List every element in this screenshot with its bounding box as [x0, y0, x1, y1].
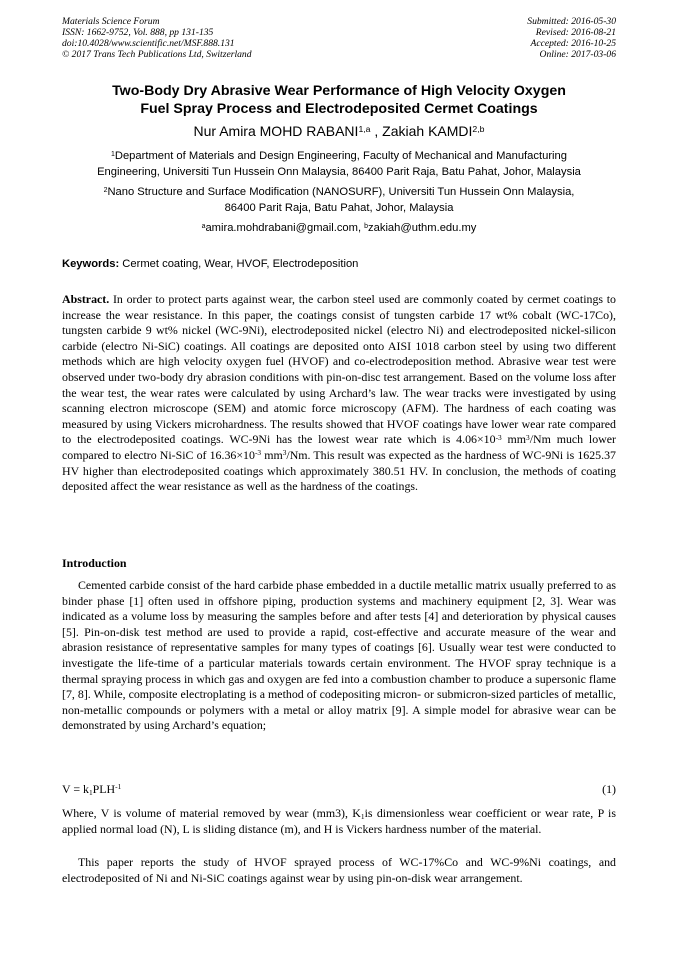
abstract-exp-3: -3	[254, 448, 262, 458]
affiliation-1-marker: 1	[111, 150, 115, 158]
introduction-text-2	[62, 806, 616, 837]
equation-superscript: -1	[115, 782, 122, 792]
abstract-text-3: /Nm much lower compared to electro Ni-SiC of 16.36×10	[62, 432, 616, 462]
introduction-paragraph-1	[62, 578, 616, 734]
affiliation-2-line-2: 86400 Parit Raja, Batu Pahat, Johor, Malaysia	[224, 201, 454, 214]
abstract	[62, 292, 616, 495]
keywords-label: Keywords:	[62, 258, 120, 270]
author-emails	[62, 222, 616, 234]
revised-date: Revised: 2016-08-21	[535, 27, 616, 38]
title-line-1: Two-Body Dry Abrasive Wear Performance of High Velocity Oxygen	[112, 83, 566, 99]
author-2: Zakiah KAMDI	[382, 123, 473, 139]
email-b-marker: b	[364, 222, 369, 230]
introduction-text-2b: is dimensionless wear coefficient or wear rate, P is applied normal load (N), L is sliding distance (m), and H is Vickers hardness number of the material.	[62, 806, 616, 836]
author-1: Nur Amira MOHD RABANI	[193, 123, 359, 139]
keywords-text: Cermet coating, Wear, HVOF, Electrodeposition	[119, 258, 359, 270]
author-separator: ,	[370, 123, 383, 139]
author-2-marker: 2,b	[472, 123, 485, 134]
introduction-paragraph-3	[62, 855, 616, 886]
affiliation-2-line-1: Nano Structure and Surface Modification (NANOSURF), Universiti Tun Hussein Onn Malaysia,	[107, 186, 575, 198]
affiliation-1-line-2: Engineering, Universiti Tun Hussein Onn Malaysia, 86400 Parit Raja, Batu Pahat, Johor, Malaysia	[97, 165, 581, 178]
introduction-paragraph-2	[62, 806, 616, 837]
abstract-text-2: mm	[501, 432, 527, 447]
online-date: Online: 2017-03-06	[539, 49, 616, 60]
equation-1	[62, 782, 616, 797]
abstract-text-4: mm	[261, 447, 283, 462]
equation-number: (1)	[602, 782, 616, 796]
accepted-date: Accepted: 2016-10-25	[530, 38, 616, 49]
introduction-heading: Introduction	[62, 556, 127, 570]
equation-subscript: 1	[88, 787, 93, 797]
doi[interactable]: doi:10.4028/www.scientific.net/MSF.888.131	[62, 38, 235, 49]
abstract-text-5: /Nm. This result was expected as the hardness of WC-9Ni is 1625.37 HV higher than electrodeposited coatings which approximately 380.51 HV. In conclusion, the methods of coating deposited affect the wear resistance as well as the hardness of the coatings.	[62, 447, 616, 494]
email-a[interactable]: amira.mohdrabani@gmail.com,	[205, 222, 365, 234]
equation-rhs: PLH	[92, 782, 116, 796]
dates-info	[527, 16, 616, 60]
affiliation-2-marker: 2	[103, 186, 108, 194]
equation-lhs: V = k	[62, 782, 89, 796]
introduction-text-2-sub: 1	[360, 811, 365, 821]
abstract-exp-4: 3	[282, 448, 287, 458]
introduction-text-3: This paper reports the study of HVOF sprayed process of WC-17%Co and WC-9%Ni coatings, and electrodeposited of Ni and Ni-SiC coatings against wear by using pin-on-disk wear arrangement.	[62, 855, 616, 885]
journal-info	[62, 16, 252, 60]
introduction-text-2a: Where, V is volume of material removed by wear (mm3), K	[62, 806, 361, 820]
paper-title	[62, 82, 616, 118]
abstract-label: Abstract.	[62, 292, 110, 306]
email-a-marker: a	[201, 222, 206, 230]
abstract-exp-1: -3	[495, 432, 502, 442]
abstract-exp-2: 3	[526, 432, 530, 442]
author-list	[62, 123, 616, 139]
author-1-marker: 1,a	[358, 123, 371, 134]
copyright: © 2017 Trans Tech Publications Ltd, Switzerland	[62, 49, 252, 60]
abstract-text-1: In order to protect parts against wear, the carbon steel used are commonly coated by cermet coatings to increase the wear resistance. In this paper, the coatings consist of tungsten carbide 17 wt% cobalt (WC-17Co), tungsten carbide 9 wt% nickel (WC-9Ni), electrodeposited nickel (electro Ni) and electrodeposited nickel-silicon carbide (electro Ni-SiC) coatings. All coatings are deposited onto AISI 1018 carbon steel by using two different methods which are high velocity oxygen fuel (HVOF) and co-electrodeposition method. Abrasive wear test were observed under two-body dry abrasion conditions with pin-on-disc test arrangement. Based on the volume loss after the wear test, the wear rates were calculated by using Archard’s law. The wear tracks were investigated by using scanning electron microscope (SEM) and atomic force microscopy (AFM). The hardness of each coating was measured by using Vickers microhardness. The results showed that HVOF coatings have lower wear rate compared to the electrodeposited coatings. WC-9Ni has the lowest wear rate which is 4.06×10	[62, 292, 616, 447]
keywords	[62, 258, 616, 270]
title-line-2: Fuel Spray Process and Electrodeposited Cermet Coatings	[140, 101, 538, 117]
issn: ISSN: 1662-9752, Vol. 888, pp 131-135	[62, 27, 214, 38]
affiliation-1	[62, 149, 616, 180]
journal-name: Materials Science Forum	[62, 16, 160, 27]
introduction-text-1: Cemented carbide consist of the hard carbide phase embedded in a ductile metallic matrix usually preferred to as binder phase [1] often used in offshore piping, production systems and machinery equipment [2, 3]. Wear was indicated as a volume loss by measuring the samples before and after tests [4] and deterioration by physical causes [5]. Pin-on-disk test method are used to provide a rapid, cost-effective and accurate measure of the wear and abrasion resistance of representative samples for many types of coatings [6]. Usually wear test were conducted to investigate the life-time of a particular materials towards certain environment. The HVOF spray technique is a thermal spraying process in which gas and oxygen are fed into a combustion chamber to produce a supersonic flame [7, 8]. While, composite electroplating is a method of codepositing micron- or submicron-sized particles of metallic, non-metallic compounds or polymers with a metal or alloy matrix [9]. A simple model for abrasive wear can be demonstrated by using Archard’s equation;	[62, 578, 616, 733]
email-b[interactable]: zakiah@uthm.edu.my	[368, 222, 477, 234]
affiliation-2	[62, 185, 616, 216]
abstract-paragraph	[62, 292, 616, 495]
affiliation-1-line-1: Department of Materials and Design Engineering, Faculty of Mechanical and Manufacturing	[114, 150, 567, 162]
submitted-date: Submitted: 2016-05-30	[527, 16, 616, 27]
